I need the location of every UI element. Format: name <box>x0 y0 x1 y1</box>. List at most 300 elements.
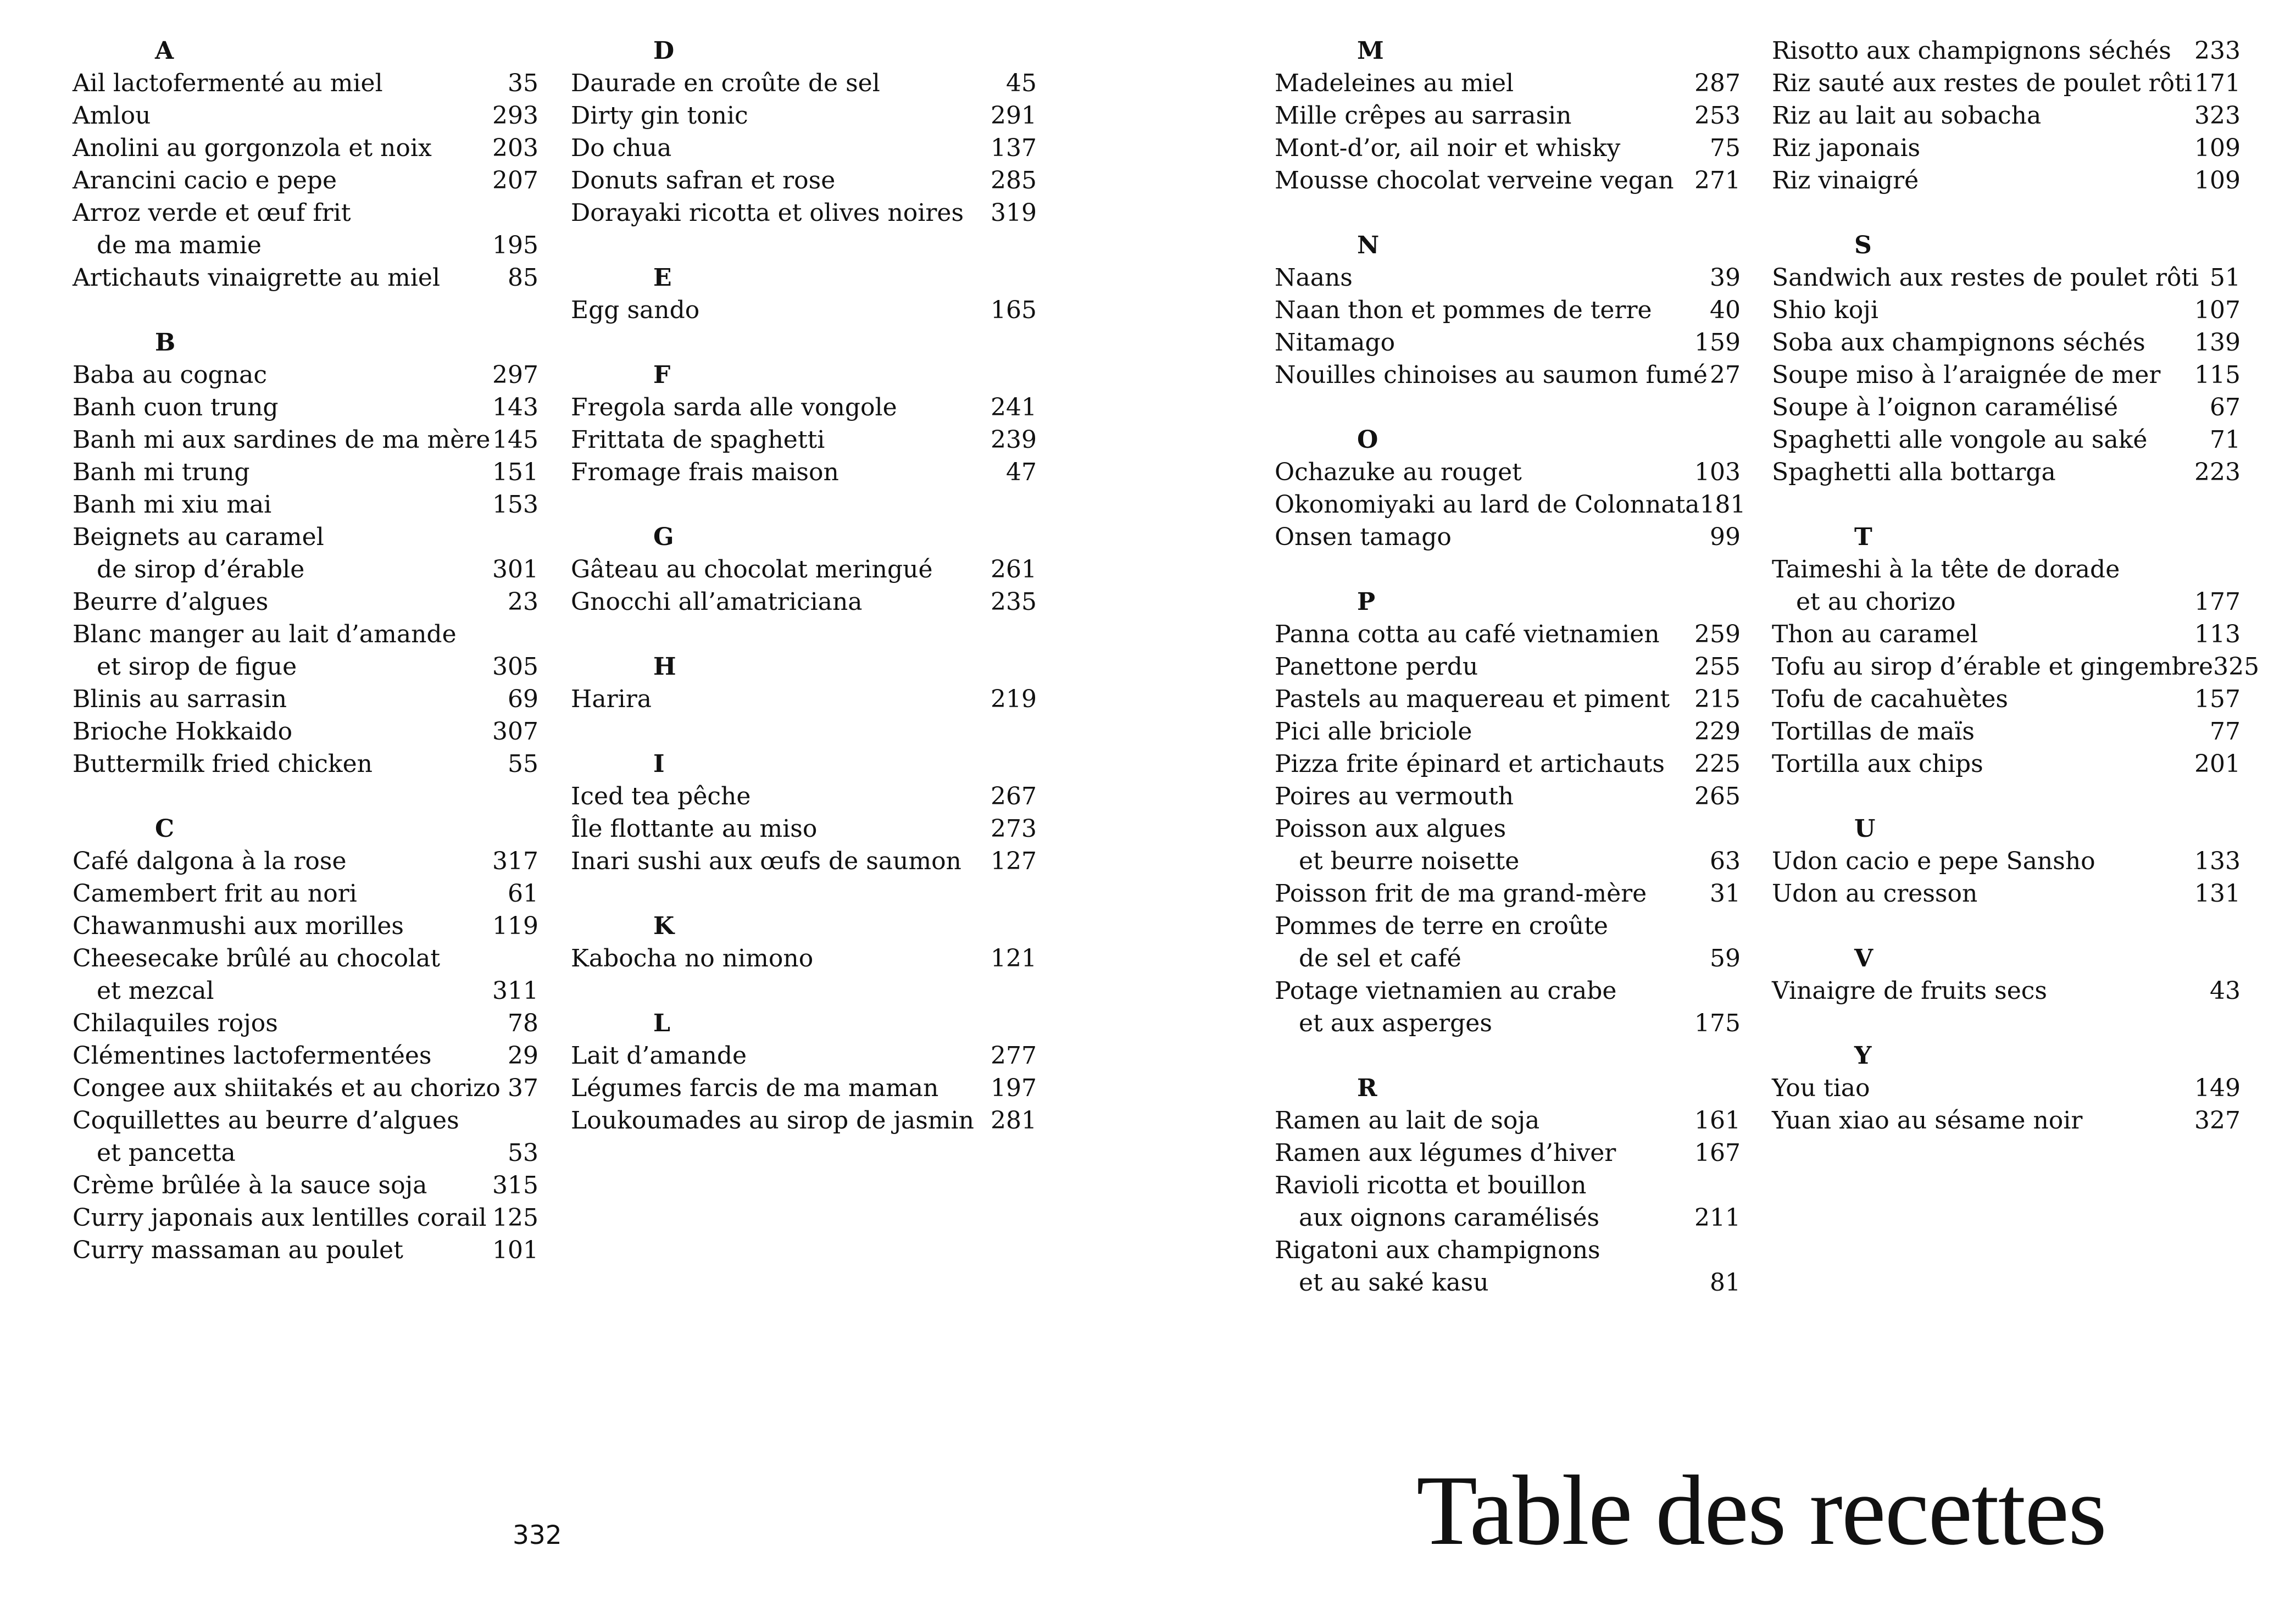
recipe-name: Congee aux shiitakés et au chorizo <box>73 1074 501 1102</box>
section-gap <box>571 326 1037 359</box>
section-letter: V <box>1854 944 1874 972</box>
index-section <box>571 715 1037 877</box>
recipe-page-number: 195 <box>492 231 538 259</box>
recipe-page-number: 259 <box>1694 620 1741 648</box>
recipe-name: Baba au cognac <box>73 361 268 389</box>
index-entry <box>571 164 1037 197</box>
recipe-page-number: 167 <box>1694 1139 1741 1167</box>
recipe-page-number: 75 <box>1710 134 1741 162</box>
recipe-name: Arroz verde et œuf frit <box>73 199 351 227</box>
recipe-name: Taimeshi à la tête de dorade <box>1772 555 2120 583</box>
recipe-name: Riz vinaigré <box>1772 166 1919 194</box>
recipe-name: Riz au lait au sobacha <box>1772 102 2042 130</box>
recipe-page-number: 43 <box>2210 977 2241 1005</box>
index-entry <box>571 586 1037 618</box>
index-entry <box>1772 424 2241 456</box>
index-entry <box>1275 262 1741 294</box>
index-entry-continuation <box>1275 942 1741 975</box>
index-section <box>1772 910 2241 1007</box>
index-entry <box>73 67 538 99</box>
recipe-name: Fregola sarda alle vongole <box>571 393 897 421</box>
recipe-name-continued: et au saké kasu <box>1299 1269 1489 1297</box>
section-gap <box>1772 1007 2241 1040</box>
recipe-page-number: 207 <box>492 166 538 194</box>
index-column-2 <box>571 35 1037 1137</box>
index-section <box>571 326 1037 488</box>
index-section <box>1275 1040 1741 1299</box>
recipe-name: Inari sushi aux œufs de saumon <box>571 847 961 875</box>
index-entry <box>1275 975 1741 1007</box>
recipe-page-number: 47 <box>1006 458 1037 486</box>
index-section <box>1772 35 2241 197</box>
recipe-name: Banh mi xiu mai <box>73 491 272 519</box>
index-entry <box>1275 813 1741 845</box>
recipe-name: Ramen aux légumes d’hiver <box>1275 1139 1616 1167</box>
index-section <box>1772 1007 2241 1137</box>
recipe-name: Soupe miso à l’araignée de mer <box>1772 361 2161 389</box>
index-entry <box>571 1040 1037 1072</box>
recipe-name: Ravioli ricotta et bouillon <box>1275 1171 1587 1199</box>
recipe-page-number: 267 <box>991 782 1037 810</box>
recipe-name: Ramen au lait de soja <box>1275 1107 1540 1135</box>
index-entry <box>571 942 1037 975</box>
section-gap <box>1772 780 2241 813</box>
recipe-page-number: 157 <box>2194 685 2241 713</box>
recipe-name: Chilaquiles rojos <box>73 1009 278 1037</box>
recipe-page-number: 159 <box>1694 329 1741 357</box>
recipe-page-number: 107 <box>2194 296 2241 324</box>
section-gap <box>571 975 1037 1007</box>
section-letter: D <box>653 37 675 65</box>
index-entry <box>73 1104 538 1137</box>
index-entry <box>73 456 538 488</box>
index-entry <box>73 715 538 748</box>
index-entry <box>571 294 1037 326</box>
recipe-name: Ail lactofermenté au miel <box>73 69 383 97</box>
recipe-name-continued: et pancetta <box>97 1139 236 1167</box>
index-entry <box>73 942 538 975</box>
index-entry <box>1275 326 1741 359</box>
recipe-page-number: 305 <box>492 653 538 681</box>
recipe-name: Dorayaki ricotta et olives noires <box>571 199 964 227</box>
page-title: Table des recettes <box>1416 1455 2106 1566</box>
section-gap <box>1275 553 1741 586</box>
index-section <box>73 780 538 1266</box>
recipe-name: Shio koji <box>1772 296 1878 324</box>
recipe-name: Ochazuke au rouget <box>1275 458 1522 486</box>
recipe-name: Spaghetti alle vongole au saké <box>1772 426 2148 454</box>
index-section <box>571 618 1037 715</box>
recipe-page-number: 67 <box>2210 393 2241 421</box>
recipe-page-number: 81 <box>1710 1269 1741 1297</box>
recipe-name: Fromage frais maison <box>571 458 839 486</box>
index-entry-continuation <box>1275 1202 1741 1234</box>
recipe-name: Banh mi trung <box>73 458 250 486</box>
index-entry <box>571 780 1037 813</box>
recipe-name: Beignets au caramel <box>73 523 324 551</box>
recipe-page-number: 171 <box>2194 69 2241 97</box>
recipe-name: Spaghetti alla bottarga <box>1772 458 2056 486</box>
recipe-page-number: 29 <box>508 1042 538 1070</box>
index-entry <box>1275 132 1741 164</box>
recipe-name: Okonomiyaki au lard de Colonnata <box>1275 491 1700 519</box>
recipe-name: Tortillas de maïs <box>1772 718 1975 746</box>
index-entry <box>73 586 538 618</box>
recipe-page-number: 153 <box>492 491 538 519</box>
recipe-name: Soba aux champignons séchés <box>1772 329 2145 357</box>
recipe-page-number: 223 <box>2194 458 2241 486</box>
recipe-page-number: 63 <box>1710 847 1741 875</box>
section-letter: S <box>1854 231 1872 259</box>
index-section <box>73 294 538 780</box>
section-letter: M <box>1357 37 1384 65</box>
recipe-page-number: 327 <box>2194 1107 2241 1135</box>
recipe-name: Blanc manger au lait d’amande <box>73 620 457 648</box>
index-entry <box>1772 877 2241 910</box>
recipe-page-number: 37 <box>508 1074 538 1102</box>
section-letter: P <box>1357 588 1376 616</box>
recipe-name: Do chua <box>571 134 672 162</box>
recipe-page-number: 301 <box>492 555 538 583</box>
recipe-page-number: 78 <box>508 1009 538 1037</box>
recipe-name-continued: de sirop d’érable <box>97 555 305 583</box>
recipe-name: You tiao <box>1772 1074 1870 1102</box>
recipe-name: Tofu de cacahuètes <box>1772 685 2008 713</box>
recipe-page-number: 293 <box>492 102 538 130</box>
recipe-page-number: 85 <box>508 264 538 292</box>
recipe-name: Pastels au maquereau et piment <box>1275 685 1670 713</box>
recipe-name: Curry japonais aux lentilles corail <box>73 1204 487 1232</box>
section-letter: L <box>653 1009 670 1037</box>
index-entry <box>73 197 538 229</box>
recipe-name: Coquillettes au beurre d’algues <box>73 1107 459 1135</box>
recipe-page-number: 317 <box>492 847 538 875</box>
recipe-name-continued: et mezcal <box>97 977 214 1005</box>
recipe-page-number: 35 <box>508 69 538 97</box>
section-letter: G <box>653 523 674 551</box>
index-entry <box>1275 1104 1741 1137</box>
recipe-page-number: 233 <box>2194 37 2241 65</box>
recipe-name: Anolini au gorgonzola et noix <box>73 134 432 162</box>
index-entry <box>1275 99 1741 132</box>
index-entry <box>571 683 1037 715</box>
index-entry <box>73 132 538 164</box>
index-entry-continuation <box>73 229 538 262</box>
index-entry <box>1772 456 2241 488</box>
index-entry-continuation <box>73 553 538 586</box>
index-entry <box>1772 1072 2241 1104</box>
recipe-page-number: 273 <box>991 815 1037 843</box>
recipe-name: Pizza frite épinard et artichauts <box>1275 750 1665 778</box>
recipe-page-number: 133 <box>2194 847 2241 875</box>
section-letter: H <box>653 653 676 681</box>
recipe-page-number: 219 <box>991 685 1037 713</box>
recipe-page-number: 121 <box>991 944 1037 972</box>
recipe-name: Vinaigre de fruits secs <box>1772 977 2047 1005</box>
index-entry <box>73 910 538 942</box>
recipe-page-number: 277 <box>991 1042 1037 1070</box>
recipe-page-number: 113 <box>2194 620 2241 648</box>
recipe-name: Blinis au sarrasin <box>73 685 287 713</box>
section-gap <box>1772 197 2241 229</box>
index-entry <box>1772 553 2241 586</box>
recipe-name-continued: et beurre noisette <box>1299 847 1520 875</box>
index-entry <box>1772 326 2241 359</box>
index-entry <box>571 1072 1037 1104</box>
recipe-name: Lait d’amande <box>571 1042 747 1070</box>
recipe-page-number: 211 <box>1694 1204 1741 1232</box>
index-entry <box>1275 715 1741 748</box>
recipe-page-number: 165 <box>991 296 1037 324</box>
recipe-name: Arancini cacio e pepe <box>73 166 337 194</box>
recipe-name: Légumes farcis de ma maman <box>571 1074 939 1102</box>
recipe-page-number: 325 <box>2213 653 2260 681</box>
index-entry-continuation <box>1275 845 1741 877</box>
recipe-name: Udon au cresson <box>1772 880 1978 908</box>
recipe-name: Panettone perdu <box>1275 653 1478 681</box>
recipe-page-number: 151 <box>492 458 538 486</box>
recipe-page-number: 239 <box>991 426 1037 454</box>
recipe-page-number: 149 <box>2194 1074 2241 1102</box>
recipe-page-number: 319 <box>991 199 1037 227</box>
recipe-page-number: 103 <box>1694 458 1741 486</box>
index-section <box>1772 197 2241 488</box>
index-entry <box>1772 651 2260 683</box>
recipe-name: Gâteau au chocolat meringué <box>571 555 933 583</box>
index-entry <box>1275 521 1741 553</box>
recipe-name: Thon au caramel <box>1772 620 1978 648</box>
index-section <box>571 229 1037 326</box>
recipe-name: Tofu au sirop d’érable et gingembre <box>1772 653 2214 681</box>
index-entry <box>1772 67 2241 99</box>
index-entry <box>73 618 538 651</box>
recipe-page-number: 137 <box>991 134 1037 162</box>
index-entry <box>1772 294 2241 326</box>
index-entry <box>1772 618 2241 651</box>
section-gap <box>73 294 538 326</box>
index-entry <box>73 359 538 391</box>
index-entry <box>1772 262 2241 294</box>
recipe-page-number: 175 <box>1694 1009 1741 1037</box>
recipe-name: Pici alle briciole <box>1275 718 1472 746</box>
index-entry <box>571 99 1037 132</box>
index-entry <box>571 1104 1037 1137</box>
recipe-name: Amlou <box>73 102 151 130</box>
section-gap <box>73 780 538 813</box>
recipe-name: Poisson aux algues <box>1275 815 1506 843</box>
recipe-name: Harira <box>571 685 652 713</box>
recipe-name: Curry massaman au poulet <box>73 1236 403 1264</box>
recipe-page-number: 253 <box>1694 102 1741 130</box>
index-entry <box>1275 359 1741 391</box>
recipe-page-number: 197 <box>991 1074 1037 1102</box>
index-section <box>1275 553 1741 1040</box>
index-entry <box>73 1040 538 1072</box>
recipe-page-number: 125 <box>492 1204 538 1232</box>
recipe-page-number: 201 <box>2194 750 2241 778</box>
recipe-name-continued: et au chorizo <box>1796 588 1956 616</box>
recipe-page-number: 311 <box>492 977 538 1005</box>
recipe-name: Camembert frit au nori <box>73 880 357 908</box>
index-entry <box>1772 164 2241 197</box>
section-letter: N <box>1357 231 1380 259</box>
recipe-name: Artichauts vinaigrette au miel <box>73 264 441 292</box>
recipe-page-number: 145 <box>492 426 538 454</box>
recipe-name: Café dalgona à la rose <box>73 847 347 875</box>
recipe-name: Poisson frit de ma grand-mère <box>1275 880 1647 908</box>
recipe-page-number: 119 <box>492 912 538 940</box>
index-column-4 <box>1772 35 2260 1137</box>
recipe-page-number: 55 <box>508 750 538 778</box>
section-gap <box>1772 910 2241 942</box>
recipe-page-number: 285 <box>991 166 1037 194</box>
recipe-name: Rigatoni aux champignons <box>1275 1236 1600 1264</box>
recipe-name: Île flottante au miso <box>571 815 818 843</box>
index-entry <box>73 1007 538 1040</box>
index-entry <box>73 748 538 780</box>
section-gap <box>571 488 1037 521</box>
recipe-page-number: 255 <box>1694 653 1741 681</box>
section-gap <box>571 229 1037 262</box>
recipe-page-number: 241 <box>991 393 1037 421</box>
recipe-page-number: 287 <box>1694 69 1741 97</box>
recipe-name: Iced tea pêche <box>571 782 751 810</box>
index-entry <box>1275 1234 1741 1266</box>
recipe-page-number: 323 <box>2194 102 2241 130</box>
recipe-page-number: 291 <box>991 102 1037 130</box>
recipe-name: Mont-d’or, ail noir et whisky <box>1275 134 1621 162</box>
index-entry <box>1275 877 1741 910</box>
index-entry <box>1275 67 1741 99</box>
recipe-name: Naan thon et pommes de terre <box>1275 296 1652 324</box>
recipe-page-number: 271 <box>1694 166 1741 194</box>
index-entry <box>1772 359 2241 391</box>
recipe-name: Mille crêpes au sarrasin <box>1275 102 1572 130</box>
recipe-name: Nitamago <box>1275 329 1396 357</box>
recipe-page-number: 203 <box>492 134 538 162</box>
index-entry <box>571 132 1037 164</box>
index-section <box>1772 488 2260 780</box>
index-entry <box>73 1169 538 1202</box>
recipe-name: Gnocchi all’amatriciana <box>571 588 863 616</box>
index-entry <box>73 262 538 294</box>
recipe-name: Potage vietnamien au crabe <box>1275 977 1617 1005</box>
recipe-name: Riz sauté aux restes de poulet rôti <box>1772 69 2192 97</box>
recipe-name: Kabocha no nimono <box>571 944 814 972</box>
recipe-page-number: 101 <box>492 1236 538 1264</box>
index-entry <box>571 553 1037 586</box>
recipe-name: Brioche Hokkaido <box>73 718 293 746</box>
index-entry <box>1772 845 2241 877</box>
section-letter: K <box>653 912 675 940</box>
recipe-name: Clémentines lactofermentées <box>73 1042 432 1070</box>
index-entry <box>73 391 538 424</box>
recipe-page-number: 69 <box>508 685 538 713</box>
recipe-name: Soupe à l’oignon caramélisé <box>1772 393 2118 421</box>
recipe-page-number: 229 <box>1694 718 1741 746</box>
index-entry-continuation <box>73 1137 538 1169</box>
index-entry <box>1275 456 1741 488</box>
index-entry <box>73 1072 538 1104</box>
recipe-name: Dirty gin tonic <box>571 102 748 130</box>
recipe-page-number: 71 <box>2210 426 2241 454</box>
index-section <box>73 35 538 294</box>
index-entry <box>1275 164 1741 197</box>
recipe-name-continued: de ma mamie <box>97 231 262 259</box>
index-entry <box>1275 618 1741 651</box>
index-entry <box>73 1202 538 1234</box>
recipe-name: Pommes de terre en croûte <box>1275 912 1608 940</box>
index-section <box>1772 780 2241 910</box>
recipe-page-number: 177 <box>2194 588 2241 616</box>
recipe-page-number: 39 <box>1710 264 1741 292</box>
recipe-name: Chawanmushi aux morilles <box>73 912 404 940</box>
index-entry <box>571 845 1037 877</box>
index-entry <box>1772 683 2241 715</box>
recipe-page-number: 181 <box>1699 491 1746 519</box>
section-gap <box>1772 488 2241 521</box>
recipe-name: Yuan xiao au sésame noir <box>1772 1107 2083 1135</box>
index-entry-continuation <box>1275 1266 1741 1299</box>
index-entry-continuation <box>73 651 538 683</box>
recipe-page-number: 297 <box>492 361 538 389</box>
section-letter: I <box>653 750 665 778</box>
section-gap <box>571 715 1037 748</box>
index-entry <box>1772 132 2241 164</box>
section-gap <box>571 877 1037 910</box>
recipe-page-number: 307 <box>492 718 538 746</box>
recipe-name: Banh mi aux sardines de ma mère <box>73 426 491 454</box>
recipe-page-number: 261 <box>991 555 1037 583</box>
page-number: 332 <box>513 1520 562 1550</box>
recipe-name: Mousse chocolat verveine vegan <box>1275 166 1674 194</box>
index-entry <box>1772 99 2241 132</box>
index-section <box>1275 391 1746 553</box>
recipe-page-number: 265 <box>1694 782 1741 810</box>
recipe-name: Tortilla aux chips <box>1772 750 1983 778</box>
recipe-name: Madeleines au miel <box>1275 69 1514 97</box>
recipe-page-number: 31 <box>1710 880 1741 908</box>
index-section <box>1275 197 1741 391</box>
recipe-page-number: 127 <box>991 847 1037 875</box>
section-gap <box>571 618 1037 651</box>
index-entry <box>571 424 1037 456</box>
index-entry <box>1275 780 1741 813</box>
index-entry <box>73 845 538 877</box>
recipe-name: Onsen tamago <box>1275 523 1452 551</box>
recipe-name: Riz japonais <box>1772 134 1921 162</box>
index-entry-continuation <box>1772 586 2241 618</box>
recipe-name: Crème brûlée à la sauce soja <box>73 1171 427 1199</box>
section-gap <box>1275 197 1741 229</box>
recipe-page-number: 143 <box>492 393 538 421</box>
recipe-name: Loukoumades au sirop de jasmin <box>571 1107 974 1135</box>
section-letter: B <box>155 329 176 357</box>
recipe-page-number: 161 <box>1694 1107 1741 1135</box>
recipe-page-number: 315 <box>492 1171 538 1199</box>
index-entry <box>1772 975 2241 1007</box>
section-letter: F <box>653 361 671 389</box>
index-entry-continuation <box>73 975 538 1007</box>
recipe-page-number: 40 <box>1710 296 1741 324</box>
index-entry <box>1275 910 1741 942</box>
index-entry <box>571 391 1037 424</box>
recipe-name: Buttermilk fried chicken <box>73 750 373 778</box>
section-letter: A <box>155 37 174 65</box>
index-entry <box>1275 683 1741 715</box>
recipe-name: Nouilles chinoises au saumon fumé <box>1275 361 1708 389</box>
index-entry <box>571 456 1037 488</box>
